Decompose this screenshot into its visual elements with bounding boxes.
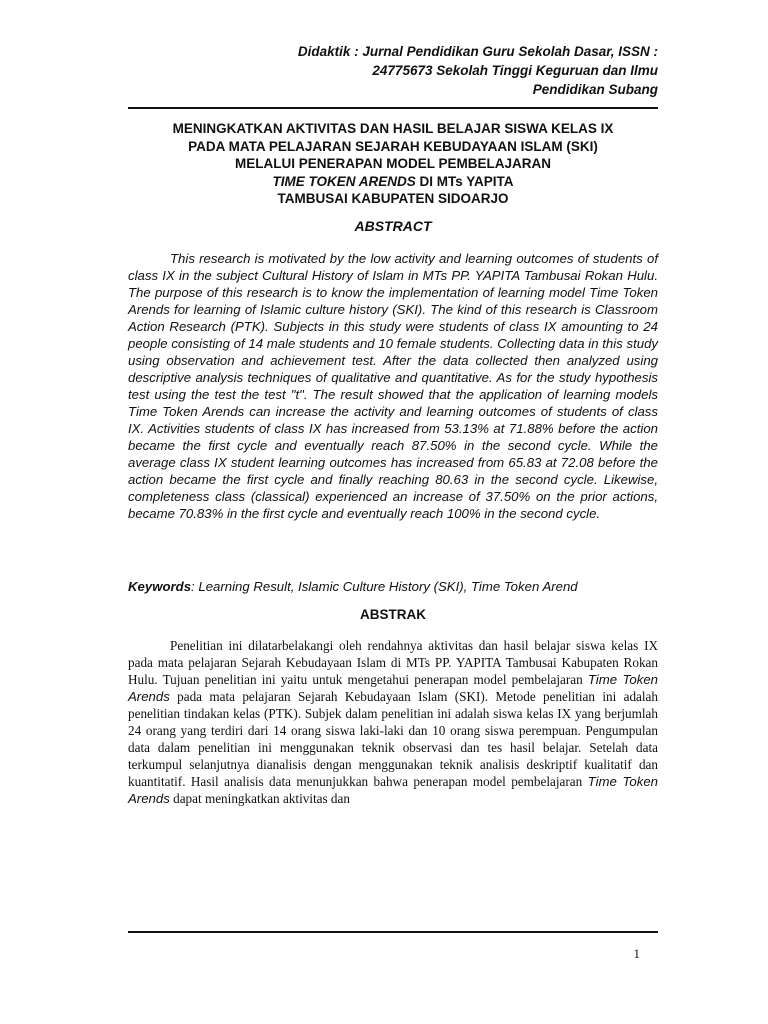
abstract-heading: ABSTRACT [354, 218, 432, 234]
abstrak-text-2: pada mata pelajaran Sejarah Kebudayaan Islam (SKI). Metode penelitian ini adalah penelitian tindakan kelas (PTK). Subjek dalam penelitian ini adalah siswa kelas IX yang berjumlah 24 orang yang terdiri dari 14 orang siswa laki-laki dan 10 orang siswa perempuan. Pengumpulan data dalam penelitian ini menggunakan teknik observasi dan tes hasil belajar. Setelah data terkumpul selanjutnya dianalisis dengan menggunakan teknik analisis deskriptif kualitatif dan kuantitatif. Hasil analisis data menunjukkan bahwa penerapan model pembelajaran [128, 689, 658, 789]
keywords-line [128, 579, 668, 594]
abstrak-model-name-1: Time Token Arends [128, 672, 658, 704]
journal-header [230, 42, 658, 99]
title-line4 [128, 173, 658, 191]
abstract-body: This research is motivated by the low activity and learning outcomes of students of class IX in the subject Cultural History of Islam in MTs PP. YAPITA Tambusai Rokan Hulu. The purpose of this research is to know the implementation of learning model Time Token Arends for learning of Islamic culture history (SKI). The kind of this research is Classroom Action Research (PTK). Subjects in this study were students of class IX amounting to 24 people consisting of 14 male students and 10 female students. Collecting data in this study using observation and achievement test. After the data collected then analyzed using descriptive analysis techniques of qualitative and quantitative. As for the study hypothesis test using the test the test "t". The result showed that the application of learning models Time Token Arends can increase the activity and learning outcomes of students of class IX. Activities students of class IX has increased from 53.13% at 71.88% before the action became the first cycle and eventually reach 87.50% in the second cycle. While the average class IX student learning outcomes has increased from 65.83 at 72.08 before the action became the first cycle and finally reaching 80.63 in the second cycle. Likewise, completeness class (classical) experienced an increase of 37.50% on the prior actions, became 70.83% in the first cycle and eventually reach 100% in the second cycle. [128, 251, 658, 521]
header-divider [128, 107, 658, 109]
title-line1: MENINGKATKAN AKTIVITAS DAN HASIL BELAJAR SISWA KELAS IX [172, 121, 614, 136]
journal-header-line3: Pendidikan Subang [532, 82, 658, 97]
title-line4-rest: DI MTs YAPITA [415, 173, 514, 189]
page-number: 1 [633, 946, 640, 961]
abstrak-heading: ABSTRAK [360, 607, 426, 622]
title-line3: MELALUI PENERAPAN MODEL PEMBELAJARAN [234, 156, 552, 171]
title-line2: PADA MATA PELAJARAN SEJARAH KEBUDAYAAN ISLAM (SKI) [188, 138, 598, 154]
paper-title [128, 120, 658, 208]
abstrak-model-name-2: Time Token Arends [128, 774, 658, 806]
keywords-text: : Learning Result, Islamic Culture History (SKI), Time Token Arend [191, 579, 578, 594]
footer-divider [128, 931, 658, 933]
abstrak-text-1: Penelitian ini dilatarbelakangi oleh rendahnya aktivitas dan hasil belajar siswa kelas IX pada mata pelajaran Sejarah Kebudayaan Islam di MTs PP. YAPITA Tambusai Kabupaten Rokan Hulu. Tujuan penelitian ini yaitu untuk mengetahui penerapan model pembelajaran [128, 638, 658, 687]
title-model-name: TIME TOKEN ARENDS [272, 173, 416, 189]
abstrak-body [128, 637, 658, 807]
abstrak-text-3: dapat meningkatkan aktivitas dan [169, 791, 350, 806]
title-line5: TAMBUSAI KABUPATEN SIDOARJO [277, 191, 509, 206]
journal-header-line1: Didaktik : Jurnal Pendidikan Guru Sekolah Dasar, ISSN : [297, 44, 658, 59]
journal-header-line2: 24775673 Sekolah Tinggi Keguruan dan Ilmu [372, 63, 658, 78]
keywords-label: Keywords [128, 579, 192, 594]
